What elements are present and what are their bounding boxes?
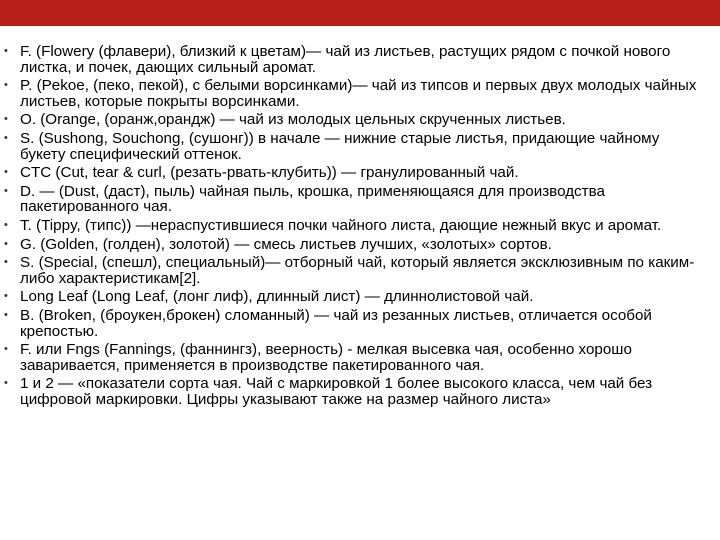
list-item-text: G. (Golden, (голден), золотой) — смесь листьев лучших, «золотых» сортов. [20, 235, 552, 253]
bullet-icon: • [4, 79, 8, 92]
bullet-list [4, 44, 704, 407]
list-item [4, 237, 704, 253]
list-item [4, 112, 704, 128]
list-item-text: S. (Special, (спешл), специальный)— отборный чай, который является эксклюзивным по каким-либо характеристикам[2]. [20, 254, 695, 287]
bullet-icon: • [4, 45, 8, 57]
bullet-icon: • [4, 377, 8, 390]
bullet-icon: • [4, 131, 8, 144]
list-item [4, 78, 704, 109]
bullet-icon: • [4, 290, 8, 303]
list-item-text: P. (Pekoe, (пеко, пекой), с белыми ворсинками)— чай из типсов и первых двух молодых чайных листьев, которые покрыты ворсинками. [20, 77, 697, 110]
list-item-text: S. (Sushong, Souchong, (сушонг)) в начале — нижние старые листья, придающие чайному букету специфический оттенок. [20, 129, 660, 163]
bullet-icon: • [4, 256, 8, 269]
list-item-text: O. (Orange, (оранж,орандж) — чай из молодых цельных скрученных листьев. [20, 111, 566, 129]
list-item [4, 131, 704, 162]
list-item [4, 44, 704, 75]
list-item-text: F. или Fngs (Fannings, (фаннингз), веерность) - мелкая высевка чая, особенно хорошо заваривается, применяется в производстве пакетированного чая. [20, 341, 632, 374]
list-item [4, 289, 704, 305]
list-item-text: CTC (Cut, tear & curl, (резать-рвать-клубить)) — гранулированный чай. [20, 164, 519, 182]
list-item [4, 255, 704, 286]
slide-header-bar [0, 0, 720, 26]
list-item-text: D. — (Dust, (даст), пыль) чайная пыль, крошка, применяющаяся для производства пакетированного чая. [20, 182, 605, 216]
list-item-text: Long Leaf (Long Leaf, (лонг лиф), длинный лист) — длиннолистовой чай. [20, 288, 534, 306]
slide-content [4, 44, 704, 410]
list-item-text: B. (Broken, (броукен,брокен) сломанный) — чай из резанных листьев, отличается особой крепостью. [20, 306, 652, 340]
list-item-text: F. (Flowery (флавери), близкий к цветам)— чай из листьев, растущих рядом с почкой нового листка, и почек, дающих сильный аромат. [20, 43, 671, 76]
list-item-text: 1 и 2 — «показатели сорта чая. Чай с маркировкой 1 более высокого класса, чем чай без цифровой маркировки. Цифры указывают также на размер чайного листа» [20, 375, 653, 408]
list-item-text: T. (Tippy, (типс)) —нераспустившиеся почки чайного листа, дающие нежный вкус и аромат. [20, 216, 662, 234]
bullet-icon: • [4, 184, 8, 197]
bullet-icon: • [4, 113, 8, 126]
list-item [4, 165, 704, 181]
bullet-icon: • [4, 218, 8, 231]
bullet-icon: • [4, 308, 8, 321]
bullet-icon: • [4, 237, 8, 250]
list-item [4, 218, 704, 234]
bullet-icon: • [4, 343, 8, 356]
bullet-icon: • [4, 166, 8, 179]
list-item [4, 184, 704, 215]
list-item [4, 342, 704, 373]
list-item [4, 308, 704, 339]
list-item [4, 376, 704, 407]
